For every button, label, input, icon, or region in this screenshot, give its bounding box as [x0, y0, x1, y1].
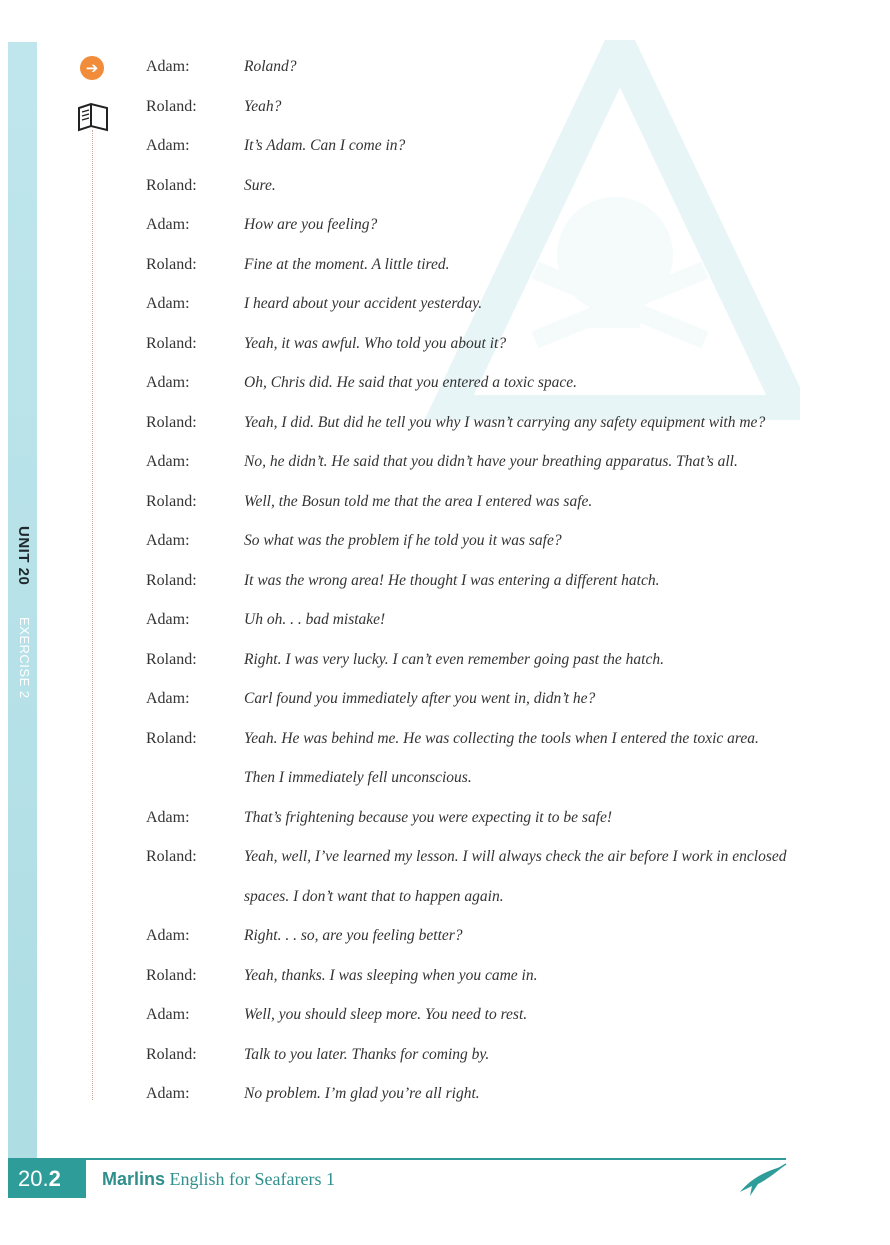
dialogue-text: Yeah, well, I’ve learned my lesson. I will always check the air before I work in enclosed [244, 848, 787, 865]
speaker-name: Roland: [146, 176, 197, 194]
dialogue-text: Yeah. He was behind me. He was collecting the tools when I entered the toxic area. [244, 729, 759, 747]
footer-rule [8, 1158, 786, 1160]
dialogue-text: Uh oh. . . bad mistake! [244, 611, 386, 628]
dialogue-text: Right. I was very lucky. I can’t even remember going past the hatch. [244, 650, 664, 668]
speaker-name: Roland: [146, 571, 197, 589]
speaker-name: Adam: [146, 1006, 190, 1023]
speaker-name: Adam: [146, 453, 190, 470]
speaker-name: Adam: [146, 1085, 190, 1102]
speaker-name: Roland: [146, 966, 197, 984]
exercise-label: EXERCISE 2 [17, 617, 32, 699]
speaker-name: Adam: [146, 58, 190, 75]
brand-name: Marlins [102, 1169, 166, 1189]
dialogue-text: Yeah? [244, 97, 282, 115]
dialogue-text: Then I immediately fell unconscious. [244, 769, 472, 786]
marlin-logo-icon [736, 1162, 788, 1198]
speaker-name: Adam: [146, 216, 190, 233]
speaker-name: Roland: [146, 1045, 197, 1063]
dialogue-text: No problem. I’m glad you’re all right. [244, 1085, 480, 1102]
book-title [102, 1169, 335, 1190]
speaker-name: Adam: [146, 532, 190, 549]
speaker-name: Adam: [146, 611, 190, 628]
open-book-icon [76, 100, 110, 134]
sidebar-strip [8, 42, 37, 1160]
dialogue-text: Yeah, I did. But did he tell you why I wasn’t carrying any safety equipment with me? [244, 413, 766, 431]
dialogue-text: Well, you should sleep more. You need to rest. [244, 1006, 528, 1023]
dialogue-text: It was the wrong area! He thought I was entering a different hatch. [244, 571, 660, 589]
speaker-name: Adam: [146, 927, 190, 944]
page-number: 20.2 [8, 1160, 86, 1198]
speaker-name: Roland: [146, 492, 197, 510]
hazard-watermark [385, 40, 800, 420]
dialogue-text: Yeah, it was awful. Who told you about it? [244, 334, 507, 352]
arrow-right-icon[interactable]: ➔ [80, 56, 104, 80]
margin-dotted-line [92, 130, 93, 1100]
dialogue-text: How are you feeling? [244, 216, 378, 233]
speaker-name: Adam: [146, 690, 190, 707]
speaker-name: Roland: [146, 729, 197, 747]
dialogue-text: Talk to you later. Thanks for coming by. [244, 1045, 490, 1063]
dialogue-text: Sure. [244, 176, 276, 194]
speaker-name: Adam: [146, 295, 190, 312]
speaker-name: Roland: [146, 848, 197, 865]
unit-label: UNIT 20 [15, 526, 32, 586]
speaker-name: Adam: [146, 137, 190, 154]
dialogue-text: Well, the Bosun told me that the area I entered was safe. [244, 492, 593, 510]
speaker-name: Roland: [146, 255, 197, 273]
dialogue-text: Oh, Chris did. He said that you entered a toxic space. [244, 374, 578, 391]
dialogue-text: Fine at the moment. A little tired. [244, 255, 450, 273]
dialogue-text: That’s frightening because you were expecting it to be safe! [244, 808, 613, 826]
dialogue-text: No, he didn’t. He said that you didn’t have your breathing apparatus. That’s all. [244, 453, 738, 470]
speaker-name: Adam: [146, 374, 190, 391]
dialogue-text: Yeah, thanks. I was sleeping when you came in. [244, 966, 538, 984]
book-subtitle: English for Seafarers 1 [169, 1169, 335, 1189]
dialogue-text: Right. . . so, are you feeling better? [244, 927, 463, 944]
dialogue-text: It’s Adam. Can I come in? [244, 137, 406, 154]
dialogue-text: I heard about your accident yesterday. [244, 295, 483, 312]
dialogue-text: So what was the problem if he told you it was safe? [244, 532, 562, 549]
dialogue-text: Carl found you immediately after you went in, didn’t he? [244, 690, 596, 707]
speaker-name: Roland: [146, 334, 197, 352]
speaker-name: Adam: [146, 808, 190, 826]
dialogue-text: Roland? [244, 58, 297, 75]
speaker-name: Roland: [146, 650, 197, 668]
speaker-name: Roland: [146, 97, 197, 115]
dialogue-text: spaces. I don’t want that to happen again. [244, 887, 504, 905]
speaker-name: Roland: [146, 413, 197, 431]
